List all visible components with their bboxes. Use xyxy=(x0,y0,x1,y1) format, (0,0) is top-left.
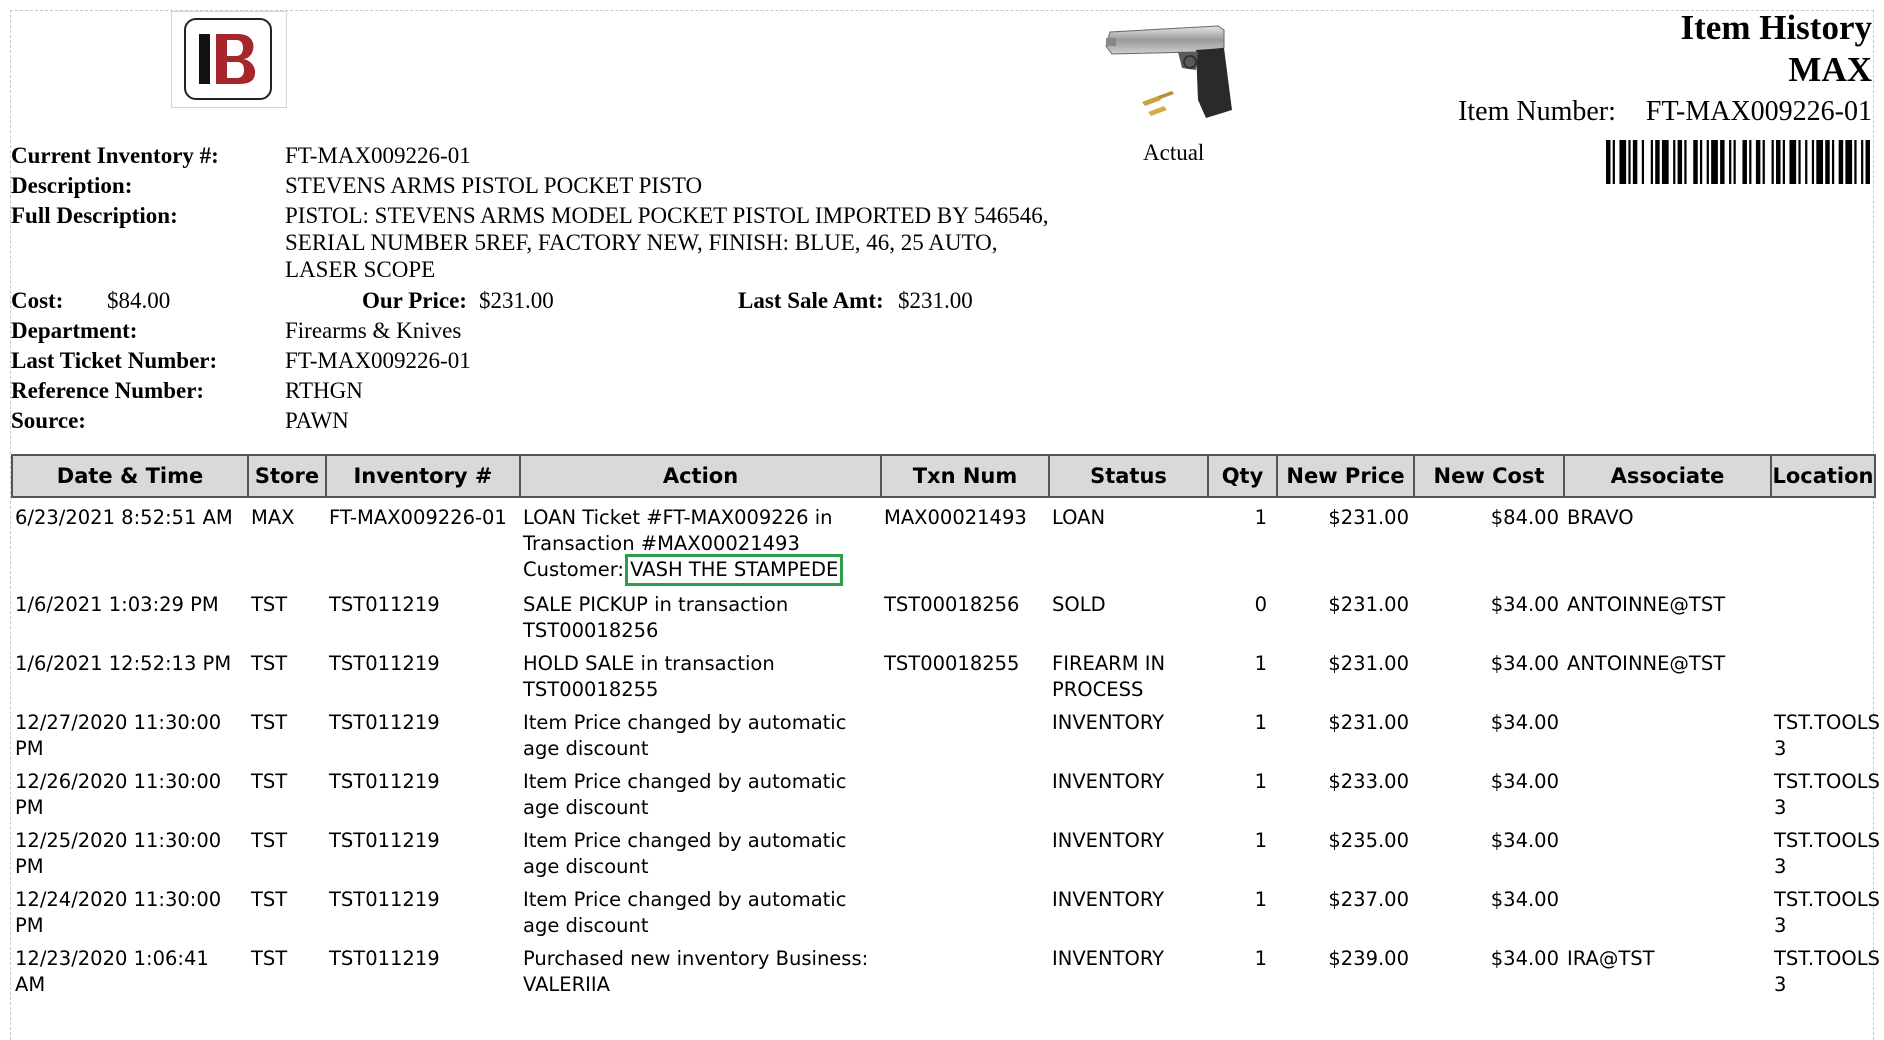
cell-new-cost: $34.00 xyxy=(1490,652,1559,675)
column-header-inventory[interactable]: Inventory # xyxy=(326,455,520,497)
table-row xyxy=(12,497,1875,585)
table-header-row xyxy=(12,455,1875,497)
barcode-bar xyxy=(1673,140,1675,184)
cell-new-price: $239.00 xyxy=(1328,947,1409,970)
last-sale-value: $231.00 xyxy=(898,288,973,313)
table-row xyxy=(12,585,1875,644)
report-title: Item History xyxy=(1680,8,1872,47)
reference-label: Reference Number: xyxy=(11,378,205,403)
cell-associate: ANTOINNE@TST xyxy=(1567,593,1726,616)
cell-new-cost: $34.00 xyxy=(1490,711,1559,734)
cell-date-time: 1/6/2021 12:52:13 PM xyxy=(15,652,232,675)
cell-inventory: TST011219 xyxy=(329,770,440,793)
cell-location: TST.TOOLS 3 xyxy=(1774,888,1880,937)
barcode-bar xyxy=(1805,140,1807,184)
cell-date-time: 12/23/2020 1:06:41 AM xyxy=(15,947,209,996)
cell-txn-num xyxy=(881,762,1049,821)
reference-value: RTHGN xyxy=(285,378,363,403)
barcode-bar xyxy=(1825,140,1829,184)
full-description-line-3: LASER SCOPE xyxy=(285,257,436,282)
cell-store: TST xyxy=(251,829,288,852)
cell-associate: ANTOINNE@TST xyxy=(1567,652,1726,675)
cell-action xyxy=(520,703,881,762)
barcode-bar xyxy=(1711,140,1718,184)
barcode-bar xyxy=(1832,140,1834,184)
our-price-label: Our Price: xyxy=(362,288,467,313)
barcode-bar xyxy=(1772,140,1774,184)
cost-label: Cost: xyxy=(11,288,64,313)
full-description-label: Full Description: xyxy=(11,203,178,228)
barcode-bar xyxy=(1798,140,1800,184)
action-text: Item Price changed by automatic age discount xyxy=(523,829,847,878)
cost-value: $84.00 xyxy=(107,288,171,313)
cell-associate xyxy=(1564,821,1771,880)
barcode-bar xyxy=(1812,140,1814,184)
column-header-location[interactable]: Location xyxy=(1771,455,1875,497)
item-history-table xyxy=(11,454,1880,999)
barcode-bar xyxy=(1816,140,1823,184)
cell-associate: BRAVO xyxy=(1567,506,1634,529)
cell-store: TST xyxy=(251,711,288,734)
cell-action xyxy=(520,880,881,939)
cell-new-cost: $34.00 xyxy=(1490,947,1559,970)
barcode-bar xyxy=(1839,140,1843,184)
item-number xyxy=(1458,96,1872,128)
cell-qty: 1 xyxy=(1254,711,1267,734)
item-number-label: Item Number: xyxy=(1458,96,1616,127)
cell-txn-num xyxy=(881,939,1049,999)
barcode-bar xyxy=(1628,140,1630,184)
last-ticket-value: FT-MAX009226-01 xyxy=(285,348,471,373)
action-text: Item Price changed by automatic age discount xyxy=(523,770,847,819)
column-header-action[interactable]: Action xyxy=(520,455,881,497)
cell-store: TST xyxy=(251,593,288,616)
barcode-bar xyxy=(1684,140,1686,184)
barcode-bar xyxy=(1655,140,1659,184)
cell-associate: IRA@TST xyxy=(1567,947,1655,970)
cell-new-cost: $34.00 xyxy=(1490,770,1559,793)
cell-action xyxy=(520,585,881,644)
barcode-bar xyxy=(1734,140,1736,184)
cell-action xyxy=(520,762,881,821)
barcode-bar xyxy=(1776,140,1780,184)
cell-date-time: 1/6/2021 1:03:29 PM xyxy=(15,593,219,616)
department-label: Department: xyxy=(11,318,138,343)
cell-inventory: TST011219 xyxy=(329,829,440,852)
store-code: MAX xyxy=(1788,50,1872,89)
pistol-image xyxy=(1100,14,1242,126)
cell-new-price: $233.00 xyxy=(1328,770,1409,793)
cell-qty: 1 xyxy=(1254,829,1267,852)
highlighted-customer-name: VASH THE STAMPEDE xyxy=(630,558,839,581)
barcode-bar xyxy=(1742,140,1746,184)
cell-qty: 1 xyxy=(1254,652,1267,675)
cell-inventory: TST011219 xyxy=(329,947,440,970)
source-label: Source: xyxy=(11,408,86,433)
cell-status: LOAN xyxy=(1052,506,1106,529)
cell-new-price: $235.00 xyxy=(1328,829,1409,852)
logo-b-mark-icon xyxy=(186,20,270,98)
table-row xyxy=(12,762,1875,821)
barcode-bar xyxy=(1707,140,1709,184)
cell-qty: 1 xyxy=(1254,947,1267,970)
description-value: STEVENS ARMS PISTOL POCKET PISTO xyxy=(285,173,703,198)
cell-location xyxy=(1771,585,1875,644)
cell-txn-num: TST00018255 xyxy=(884,652,1020,675)
action-text: SALE PICKUP in transaction TST00018256 xyxy=(523,593,789,642)
cell-txn-num: TST00018256 xyxy=(884,593,1020,616)
cell-new-cost: $34.00 xyxy=(1490,829,1559,852)
description-label: Description: xyxy=(11,173,133,198)
department-value: Firearms & Knives xyxy=(285,318,462,343)
cell-inventory: TST011219 xyxy=(329,888,440,911)
cell-qty: 1 xyxy=(1254,770,1267,793)
action-text: Item Price changed by automatic age discount xyxy=(523,711,847,760)
barcode-bar xyxy=(1854,140,1856,184)
cell-store: TST xyxy=(251,888,288,911)
barcode-bar xyxy=(1720,140,1724,184)
barcode-bar xyxy=(1633,140,1637,184)
column-header-associate[interactable]: Associate xyxy=(1564,455,1771,497)
cell-location xyxy=(1771,644,1875,703)
cell-store: TST xyxy=(251,770,288,793)
image-caption: Actual xyxy=(1143,140,1205,165)
table-row xyxy=(12,703,1875,762)
cell-new-cost: $34.00 xyxy=(1490,593,1559,616)
cell-inventory: TST011219 xyxy=(329,711,440,734)
cell-action xyxy=(520,644,881,703)
cell-date-time: 12/24/2020 11:30:00 PM xyxy=(15,888,222,937)
cell-associate xyxy=(1564,762,1771,821)
cell-status: SOLD xyxy=(1052,593,1106,616)
barcode-bar xyxy=(1700,140,1702,184)
barcode-bar xyxy=(1651,140,1653,184)
cell-inventory: TST011219 xyxy=(329,593,440,616)
cell-status: INVENTORY xyxy=(1052,770,1165,793)
column-header-new-price[interactable]: New Price xyxy=(1277,455,1414,497)
barcode-bar xyxy=(1861,140,1863,184)
cell-txn-num xyxy=(881,821,1049,880)
cell-new-cost: $84.00 xyxy=(1490,506,1559,529)
barcode-bar xyxy=(1693,140,1697,184)
cell-date-time: 12/27/2020 11:30:00 PM xyxy=(15,711,222,760)
cell-new-price: $237.00 xyxy=(1328,888,1409,911)
column-header-qty[interactable]: Qty xyxy=(1208,455,1277,497)
barcode-bar xyxy=(1763,140,1765,184)
cell-date-time: 12/25/2020 11:30:00 PM xyxy=(15,829,222,878)
barcode-bar xyxy=(1729,140,1731,184)
cell-txn-num: MAX00021493 xyxy=(884,506,1027,529)
barcode-bar xyxy=(1783,140,1785,184)
cell-action xyxy=(520,821,881,880)
column-header-new-cost[interactable]: New Cost xyxy=(1414,455,1564,497)
cell-associate xyxy=(1564,880,1771,939)
action-text: Purchased new inventory Business: VALERIIA xyxy=(523,947,869,996)
barcode-bar xyxy=(1606,140,1610,184)
barcode-bar xyxy=(1749,140,1751,184)
cell-location: TST.TOOLS 3 xyxy=(1774,711,1880,760)
cell-txn-num xyxy=(881,703,1049,762)
current-inventory-value: FT-MAX009226-01 xyxy=(285,143,471,168)
cell-new-price: $231.00 xyxy=(1328,593,1409,616)
cell-store: TST xyxy=(251,947,288,970)
barcode-bar xyxy=(1678,140,1682,184)
cell-txn-num xyxy=(881,880,1049,939)
barcode-bar xyxy=(1845,140,1852,184)
last-ticket-label: Last Ticket Number: xyxy=(11,348,218,373)
column-header-status[interactable]: Status xyxy=(1049,455,1208,497)
cell-new-price: $231.00 xyxy=(1328,711,1409,734)
company-logo xyxy=(171,11,287,108)
cell-status: INVENTORY xyxy=(1052,947,1165,970)
cell-new-cost: $34.00 xyxy=(1490,888,1559,911)
last-sale-label: Last Sale Amt: xyxy=(738,288,884,313)
cell-status: INVENTORY xyxy=(1052,888,1165,911)
barcode-image xyxy=(1606,140,1870,184)
full-description-line-2: SERIAL NUMBER 5REF, FACTORY NEW, FINISH: BLUE, 46, 25 AUTO, xyxy=(285,230,998,255)
cell-qty: 1 xyxy=(1254,888,1267,911)
table-body xyxy=(12,497,1880,999)
cell-status: INVENTORY xyxy=(1052,829,1165,852)
cell-location: TST.TOOLS 3 xyxy=(1774,947,1880,996)
source-value: PAWN xyxy=(285,408,349,433)
full-description-line-1: PISTOL: STEVENS ARMS MODEL POCKET PISTOL IMPORTED BY 546546, xyxy=(285,203,1049,228)
current-inventory-label: Current Inventory #: xyxy=(11,143,219,168)
action-text: LOAN Ticket #FT-MAX009226 in Transaction #MAX00021493 Customer: xyxy=(523,506,833,581)
cell-qty: 0 xyxy=(1254,593,1267,616)
cell-location xyxy=(1771,497,1875,585)
column-header-date-time[interactable]: Date & Time xyxy=(12,455,248,497)
table-row xyxy=(12,821,1875,880)
column-header-store[interactable]: Store xyxy=(248,455,326,497)
cell-location: TST.TOOLS 3 xyxy=(1774,829,1880,878)
column-header-txn-num[interactable]: Txn Num xyxy=(881,455,1049,497)
barcode-bar xyxy=(1662,140,1669,184)
action-text: Item Price changed by automatic age discount xyxy=(523,888,847,937)
cell-qty: 1 xyxy=(1254,506,1267,529)
cell-new-price: $231.00 xyxy=(1328,506,1409,529)
cell-associate xyxy=(1564,703,1771,762)
table-row xyxy=(12,880,1875,939)
cell-inventory: FT-MAX009226-01 xyxy=(329,506,507,529)
cell-action xyxy=(520,497,881,585)
cell-new-price: $231.00 xyxy=(1328,652,1409,675)
cell-date-time: 12/26/2020 11:30:00 PM xyxy=(15,770,222,819)
barcode-bar xyxy=(1789,140,1796,184)
barcode-bar xyxy=(1756,140,1760,184)
cell-store: MAX xyxy=(251,506,295,529)
barcode-bar xyxy=(1613,140,1615,184)
our-price-value: $231.00 xyxy=(479,288,554,313)
item-number-value: FT-MAX009226-01 xyxy=(1645,96,1872,127)
cell-date-time: 6/23/2021 8:52:51 AM xyxy=(15,506,233,529)
action-text: HOLD SALE in transaction TST00018255 xyxy=(523,652,775,701)
barcode-bar xyxy=(1866,140,1870,184)
cell-status: INVENTORY xyxy=(1052,711,1165,734)
cell-status: FIREARM IN PROCESS xyxy=(1052,652,1166,701)
barcode-bar xyxy=(1619,140,1626,184)
cell-action xyxy=(520,939,881,999)
table-row xyxy=(12,939,1875,999)
barcode-bar xyxy=(1642,140,1644,184)
cell-inventory: TST011219 xyxy=(329,652,440,675)
cell-location: TST.TOOLS 3 xyxy=(1774,770,1880,819)
table-row xyxy=(12,644,1875,703)
cell-store: TST xyxy=(251,652,288,675)
